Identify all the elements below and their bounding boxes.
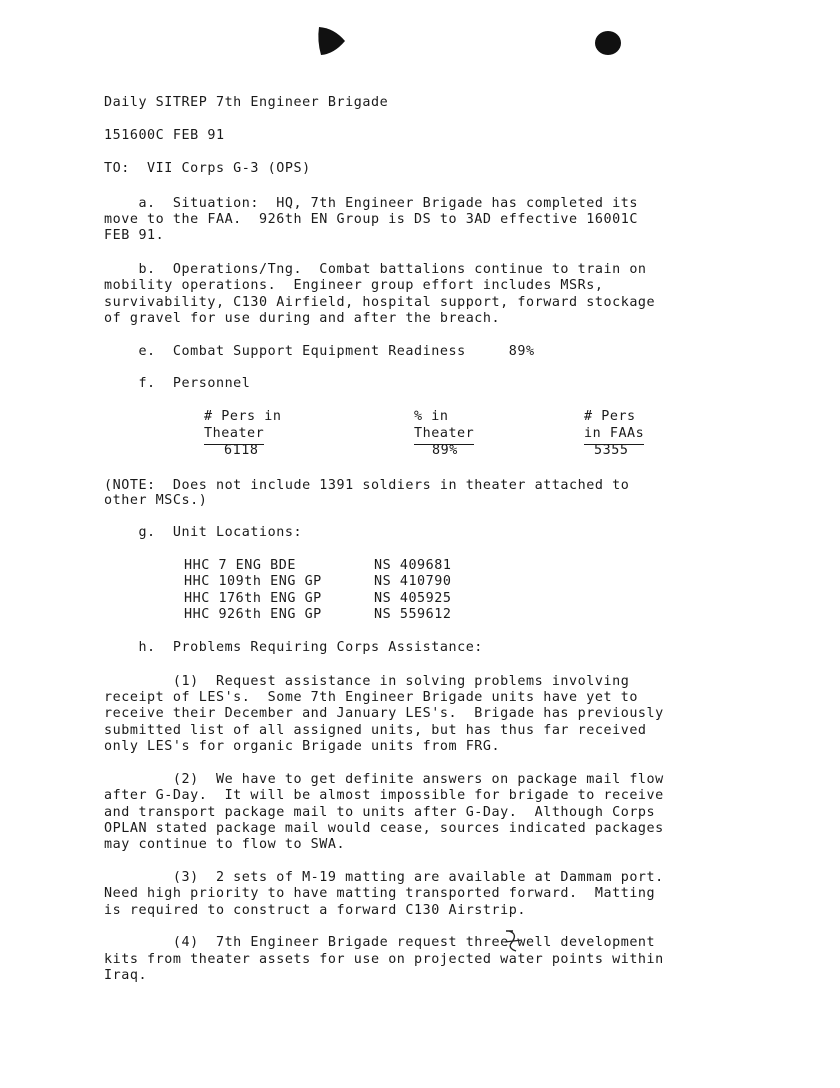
text-line: other MSCs.) bbox=[104, 493, 208, 508]
col1-value: 6118 bbox=[224, 443, 259, 458]
text-line: move to the FAA. 926th EN Group is DS to 3AD effective 16001C bbox=[104, 212, 638, 227]
col1-header-line2: Theater bbox=[204, 426, 264, 445]
col2-header-line2: Theater bbox=[414, 426, 474, 445]
text-line: OPLAN stated package mail would cease, sources indicated packages bbox=[104, 821, 664, 836]
paragraph-h: h. Problems Requiring Corps Assistance: bbox=[104, 640, 483, 655]
unit-name: HHC 176th ENG GP bbox=[184, 591, 322, 606]
text-line: survivability, C130 Airfield, hospital support, forward stockage bbox=[104, 295, 656, 310]
unit-grid: NS 559612 bbox=[374, 607, 452, 622]
col3-value: 5355 bbox=[594, 443, 629, 458]
text-line: may continue to flow to SWA. bbox=[104, 837, 346, 852]
punch-hole-right bbox=[592, 28, 626, 60]
document-title: Daily SITREP 7th Engineer Brigade bbox=[104, 95, 389, 110]
text-line: is required to construct a forward C130 Airstrip. bbox=[104, 903, 526, 918]
text-line: a. Situation: HQ, 7th Engineer Brigade has completed its bbox=[104, 196, 638, 211]
text-line: (1) Request assistance in solving problems involving bbox=[104, 674, 630, 689]
unit-grid: NS 405925 bbox=[374, 591, 452, 606]
text-line: (2) We have to get definite answers on package mail flow bbox=[104, 772, 664, 787]
text-line: kits from theater assets for use on projected water points within bbox=[104, 952, 664, 967]
col2-header-line1: % in bbox=[414, 409, 449, 424]
handwritten-edit-mark bbox=[502, 928, 524, 954]
unit-name: HHC 7 ENG BDE bbox=[184, 558, 296, 573]
unit-name: HHC 926th ENG GP bbox=[184, 607, 322, 622]
col2-value: 89% bbox=[432, 443, 458, 458]
col3-header-line1: # Pers bbox=[584, 409, 636, 424]
text-line: and transport package mail to units after G-Day. Although Corps bbox=[104, 805, 656, 820]
unit-name: HHC 109th ENG GP bbox=[184, 574, 322, 589]
punch-hole-left bbox=[316, 24, 348, 58]
paragraph-g: g. Unit Locations: bbox=[104, 525, 303, 540]
text-line: receipt of LES's. Some 7th Engineer Brigade units have yet to bbox=[104, 690, 638, 705]
text-line: (NOTE: Does not include 1391 soldiers in theater attached to bbox=[104, 478, 630, 493]
text-line: Iraq. bbox=[104, 968, 148, 983]
text-line: mobility operations. Engineer group effort includes MSRs, bbox=[104, 278, 604, 293]
text-line: of gravel for use during and after the breach. bbox=[104, 311, 501, 326]
col1-header-line1: # Pers in bbox=[204, 409, 282, 424]
text-line: only LES's for organic Brigade units from FRG. bbox=[104, 739, 501, 754]
paragraph-f: f. Personnel bbox=[104, 376, 251, 391]
text-line: (3) 2 sets of M-19 matting are available at Dammam port. bbox=[104, 870, 664, 885]
text-line: FEB 91. bbox=[104, 228, 165, 243]
unit-grid: NS 409681 bbox=[374, 558, 452, 573]
text-line: receive their December and January LES's. Brigade has previously bbox=[104, 706, 664, 721]
paragraph-e: e. Combat Support Equipment Readiness 89% bbox=[104, 344, 535, 359]
text-line: after G-Day. It will be almost impossible for brigade to receive bbox=[104, 788, 664, 803]
text-line: (4) 7th Engineer Brigade request three well development bbox=[104, 935, 656, 950]
text-line: b. Operations/Tng. Combat battalions continue to train on bbox=[104, 262, 647, 277]
text-line: submitted list of all assigned units, but has thus far received bbox=[104, 723, 647, 738]
col3-header-line2: in FAAs bbox=[584, 426, 644, 445]
text-line: Need high priority to have matting transported forward. Matting bbox=[104, 886, 656, 901]
addressee-line: TO: VII Corps G-3 (OPS) bbox=[104, 161, 311, 176]
date-time-group: 151600C FEB 91 bbox=[104, 128, 225, 143]
unit-grid: NS 410790 bbox=[374, 574, 452, 589]
